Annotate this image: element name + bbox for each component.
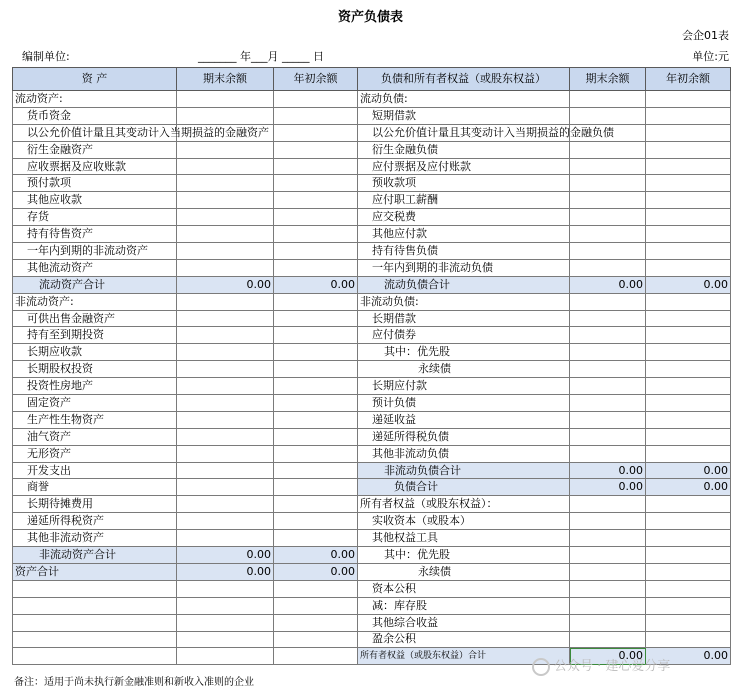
table-row	[13, 91, 731, 108]
asset-end-value	[177, 259, 274, 276]
liability-end-value	[570, 513, 646, 530]
asset-label: 流动资产:	[13, 91, 177, 108]
asset-begin-value	[274, 361, 358, 378]
liability-end-value	[570, 614, 646, 631]
asset-label: 应收票据及应收账款	[13, 158, 177, 175]
table-row	[13, 597, 731, 614]
asset-begin-value	[274, 209, 358, 226]
table-row	[13, 411, 731, 428]
liability-label: 减：库存股	[358, 597, 570, 614]
asset-end-value	[177, 496, 274, 513]
asset-begin-value	[274, 631, 358, 648]
liability-end-value	[570, 530, 646, 547]
asset-begin-value	[274, 175, 358, 192]
liability-end-value	[570, 445, 646, 462]
header-liabilities: 负债和所有者权益（或股东权益）	[358, 68, 570, 91]
table-row	[13, 479, 731, 496]
asset-label	[13, 648, 177, 665]
liability-begin-value	[646, 547, 731, 564]
liability-label: 负债合计	[358, 479, 570, 496]
page-title: 资产负债表	[337, 10, 403, 25]
asset-label: 油气资产	[13, 428, 177, 445]
table-row	[13, 395, 731, 412]
asset-end-value: 0.00	[177, 547, 274, 564]
asset-begin-value	[274, 614, 358, 631]
liability-begin-value	[646, 259, 731, 276]
asset-label: 其他流动资产	[13, 259, 177, 276]
liability-end-value	[570, 344, 646, 361]
liability-begin-value	[646, 327, 731, 344]
liability-begin-value	[646, 563, 731, 580]
asset-end-value	[177, 479, 274, 496]
asset-end-value	[177, 648, 274, 665]
liability-begin-value	[646, 141, 731, 158]
liability-label: 其他综合收益	[358, 614, 570, 631]
liability-label: 其中：优先股	[358, 547, 570, 564]
table-row	[13, 631, 731, 648]
asset-begin-value	[274, 462, 358, 479]
liability-begin-value	[646, 91, 731, 108]
asset-end-value	[177, 226, 274, 243]
asset-begin-value	[274, 293, 358, 310]
liability-end-value	[570, 209, 646, 226]
liability-label: 长期借款	[358, 310, 570, 327]
table-row	[13, 462, 731, 479]
asset-label: 长期应收款	[13, 344, 177, 361]
liability-begin-value	[646, 344, 731, 361]
asset-end-value	[177, 631, 274, 648]
liability-begin-value	[646, 597, 731, 614]
asset-begin-value	[274, 648, 358, 665]
table-row	[13, 563, 731, 580]
liability-begin-value	[646, 226, 731, 243]
asset-label: 商誉	[13, 479, 177, 496]
asset-end-value	[177, 378, 274, 395]
asset-label: 无形资产	[13, 445, 177, 462]
liability-begin-value	[646, 631, 731, 648]
asset-label	[13, 631, 177, 648]
liability-begin-value	[646, 411, 731, 428]
table-row	[13, 428, 731, 445]
liability-label: 资本公积	[358, 580, 570, 597]
table-row	[13, 344, 731, 361]
liability-end-value	[570, 378, 646, 395]
liability-end-value	[570, 310, 646, 327]
liability-end-value	[570, 192, 646, 209]
watermark-text: 公众号 · 建心爱分享	[554, 659, 671, 674]
asset-label: 资产合计	[13, 563, 177, 580]
liability-begin-value	[646, 124, 731, 141]
asset-begin-value: 0.00	[274, 563, 358, 580]
asset-label: 一年内到期的非流动资产	[13, 243, 177, 260]
liability-label: 应付债券	[358, 327, 570, 344]
liability-label: 以公允价值计量且其变动计入当期损益的金融负债	[358, 124, 570, 141]
asset-label	[13, 597, 177, 614]
asset-label: 递延所得税资产	[13, 513, 177, 530]
liability-begin-value	[646, 293, 731, 310]
liability-begin-value: 0.00	[646, 276, 731, 293]
table-row	[13, 158, 731, 175]
liability-begin-value: 0.00	[646, 462, 731, 479]
asset-label: 以公允价值计量且其变动计入当期损益的金融资产	[13, 124, 177, 141]
asset-begin-value	[274, 344, 358, 361]
liability-end-value: 0.00	[570, 648, 646, 665]
asset-begin-value	[274, 107, 358, 124]
liability-begin-value: 0.00	[646, 479, 731, 496]
asset-end-value	[177, 462, 274, 479]
asset-begin-value	[274, 411, 358, 428]
liability-begin-value	[646, 209, 731, 226]
liability-begin-value	[646, 175, 731, 192]
form-code: 会企01表	[682, 29, 729, 42]
asset-end-value	[177, 395, 274, 412]
liability-label: 非流动负债合计	[358, 462, 570, 479]
asset-begin-value	[274, 259, 358, 276]
liability-label: 流动负债:	[358, 91, 570, 108]
asset-end-value	[177, 141, 274, 158]
asset-begin-value	[274, 580, 358, 597]
liability-begin-value	[646, 361, 731, 378]
liability-begin-value	[646, 513, 731, 530]
liability-end-value	[570, 91, 646, 108]
asset-begin-value	[274, 158, 358, 175]
liability-end-value	[570, 631, 646, 648]
liability-end-value	[570, 597, 646, 614]
liability-begin-value	[646, 428, 731, 445]
liability-end-value	[570, 158, 646, 175]
liability-label: 一年内到期的非流动负债	[358, 259, 570, 276]
asset-end-value	[177, 293, 274, 310]
liability-label: 应付职工薪酬	[358, 192, 570, 209]
liability-end-value	[570, 395, 646, 412]
asset-begin-value	[274, 378, 358, 395]
liability-begin-value	[646, 310, 731, 327]
asset-begin-value	[274, 141, 358, 158]
liability-begin-value	[646, 530, 731, 547]
asset-end-value	[177, 411, 274, 428]
asset-end-value: 0.00	[177, 563, 274, 580]
liability-end-value	[570, 496, 646, 513]
table-row	[13, 378, 731, 395]
liability-end-value	[570, 547, 646, 564]
date-fields: _______ 年___月 _____ 日	[198, 50, 324, 63]
table-row	[13, 310, 731, 327]
liability-end-value	[570, 563, 646, 580]
liability-label: 其他权益工具	[358, 530, 570, 547]
asset-end-value	[177, 361, 274, 378]
asset-label: 存货	[13, 209, 177, 226]
liability-label: 所有者权益（或股东权益）：	[358, 496, 570, 513]
liability-end-value	[570, 293, 646, 310]
asset-label	[13, 580, 177, 597]
wechat-icon	[532, 658, 550, 676]
liability-end-value: 0.00	[570, 276, 646, 293]
asset-end-value	[177, 243, 274, 260]
table-row	[13, 530, 731, 547]
table-row	[13, 327, 731, 344]
asset-end-value	[177, 513, 274, 530]
asset-end-value	[177, 107, 274, 124]
asset-end-value	[177, 344, 274, 361]
asset-label: 固定资产	[13, 395, 177, 412]
table-row	[13, 293, 731, 310]
liability-label: 实收资本（或股本）	[358, 513, 570, 530]
table-row	[13, 361, 731, 378]
asset-end-value	[177, 580, 274, 597]
liability-label: 所有者权益（或股东权益）合计	[358, 648, 570, 665]
footnote: 备注：适用于尚未执行新金融准则和新收入准则的企业	[14, 677, 254, 688]
asset-end-value	[177, 597, 274, 614]
asset-label: 流动资产合计	[13, 276, 177, 293]
table-row	[13, 124, 731, 141]
preparer-label: 编制单位:	[22, 50, 70, 63]
asset-label: 货币资金	[13, 107, 177, 124]
liability-end-value	[570, 428, 646, 445]
asset-end-value	[177, 327, 274, 344]
asset-label: 持有至到期投资	[13, 327, 177, 344]
table-row	[13, 276, 731, 293]
watermark	[532, 655, 670, 676]
asset-end-value	[177, 192, 274, 209]
asset-label: 衍生金融资产	[13, 141, 177, 158]
table-row	[13, 192, 731, 209]
asset-label: 长期待摊费用	[13, 496, 177, 513]
liability-begin-value	[646, 445, 731, 462]
asset-end-value	[177, 158, 274, 175]
liability-label: 递延收益	[358, 411, 570, 428]
asset-begin-value	[274, 243, 358, 260]
liability-label: 预计负债	[358, 395, 570, 412]
asset-label: 可供出售金融资产	[13, 310, 177, 327]
header-liab-end: 期末余额	[570, 68, 646, 91]
liability-label: 其他应付款	[358, 226, 570, 243]
header-row	[13, 68, 731, 91]
liability-begin-value	[646, 496, 731, 513]
asset-end-value	[177, 209, 274, 226]
asset-end-value	[177, 91, 274, 108]
liability-end-value	[570, 141, 646, 158]
asset-label: 生产性生物资产	[13, 411, 177, 428]
liability-label: 持有待售负债	[358, 243, 570, 260]
currency-unit: 单位:元	[692, 50, 729, 63]
asset-label: 长期股权投资	[13, 361, 177, 378]
asset-end-value	[177, 445, 274, 462]
asset-begin-value	[274, 192, 358, 209]
table-row	[13, 614, 731, 631]
asset-label	[13, 614, 177, 631]
table-row	[13, 243, 731, 260]
table-row	[13, 107, 731, 124]
asset-begin-value	[274, 91, 358, 108]
asset-begin-value: 0.00	[274, 547, 358, 564]
asset-begin-value	[274, 513, 358, 530]
asset-begin-value	[274, 597, 358, 614]
liability-label: 永续债	[358, 361, 570, 378]
table-row	[13, 547, 731, 564]
liability-label: 应付票据及应付账款	[358, 158, 570, 175]
liability-label: 其他非流动负债	[358, 445, 570, 462]
liability-begin-value	[646, 192, 731, 209]
asset-end-value	[177, 614, 274, 631]
liability-end-value	[570, 580, 646, 597]
asset-label: 预付款项	[13, 175, 177, 192]
asset-begin-value	[274, 395, 358, 412]
asset-begin-value	[274, 530, 358, 547]
liability-begin-value	[646, 614, 731, 631]
asset-end-value	[177, 175, 274, 192]
asset-begin-value	[274, 445, 358, 462]
table-row	[13, 496, 731, 513]
liability-begin-value	[646, 378, 731, 395]
liability-end-value	[570, 175, 646, 192]
table-row	[13, 580, 731, 597]
liability-end-value: 0.00	[570, 462, 646, 479]
table-row	[13, 259, 731, 276]
asset-begin-value	[274, 226, 358, 243]
table-row	[13, 445, 731, 462]
liability-begin-value: 0.00	[646, 648, 731, 665]
asset-label: 其他非流动资产	[13, 530, 177, 547]
liability-end-value	[570, 259, 646, 276]
liability-begin-value	[646, 107, 731, 124]
liability-label: 递延所得税负债	[358, 428, 570, 445]
liability-label: 应交税费	[358, 209, 570, 226]
liability-end-value	[570, 226, 646, 243]
liability-label: 非流动负债:	[358, 293, 570, 310]
asset-begin-value	[274, 327, 358, 344]
asset-label: 开发支出	[13, 462, 177, 479]
asset-begin-value	[274, 479, 358, 496]
asset-end-value: 0.00	[177, 276, 274, 293]
liability-label: 流动负债合计	[358, 276, 570, 293]
header-asset-begin: 年初余额	[274, 68, 358, 91]
liability-label: 盈余公积	[358, 631, 570, 648]
liability-end-value	[570, 411, 646, 428]
liability-label: 其中：优先股	[358, 344, 570, 361]
liability-label: 长期应付款	[358, 378, 570, 395]
liability-end-value	[570, 327, 646, 344]
asset-begin-value	[274, 496, 358, 513]
table-row	[13, 209, 731, 226]
asset-label: 非流动资产:	[13, 293, 177, 310]
asset-label: 非流动资产合计	[13, 547, 177, 564]
table-row	[13, 226, 731, 243]
liability-begin-value	[646, 395, 731, 412]
liability-label: 衍生金融负债	[358, 141, 570, 158]
liability-end-value	[570, 107, 646, 124]
header-liab-begin: 年初余额	[646, 68, 731, 91]
table-row	[13, 141, 731, 158]
liability-end-value	[570, 361, 646, 378]
liability-label: 预收款项	[358, 175, 570, 192]
header-assets: 资 产	[13, 68, 177, 91]
asset-label: 其他应收款	[13, 192, 177, 209]
asset-label: 持有待售资产	[13, 226, 177, 243]
liability-label: 短期借款	[358, 107, 570, 124]
liability-end-value: 0.00	[570, 479, 646, 496]
asset-end-value	[177, 428, 274, 445]
asset-begin-value	[274, 124, 358, 141]
asset-begin-value	[274, 428, 358, 445]
asset-begin-value: 0.00	[274, 276, 358, 293]
table-row	[13, 175, 731, 192]
liability-end-value	[570, 243, 646, 260]
asset-begin-value	[274, 310, 358, 327]
header-asset-end: 期末余额	[177, 68, 274, 91]
asset-end-value	[177, 530, 274, 547]
asset-end-value	[177, 310, 274, 327]
liability-begin-value	[646, 158, 731, 175]
asset-label: 投资性房地产	[13, 378, 177, 395]
liability-begin-value	[646, 243, 731, 260]
liability-begin-value	[646, 580, 731, 597]
liability-label: 永续债	[358, 563, 570, 580]
balance-sheet-table	[12, 67, 731, 665]
table-row	[13, 513, 731, 530]
